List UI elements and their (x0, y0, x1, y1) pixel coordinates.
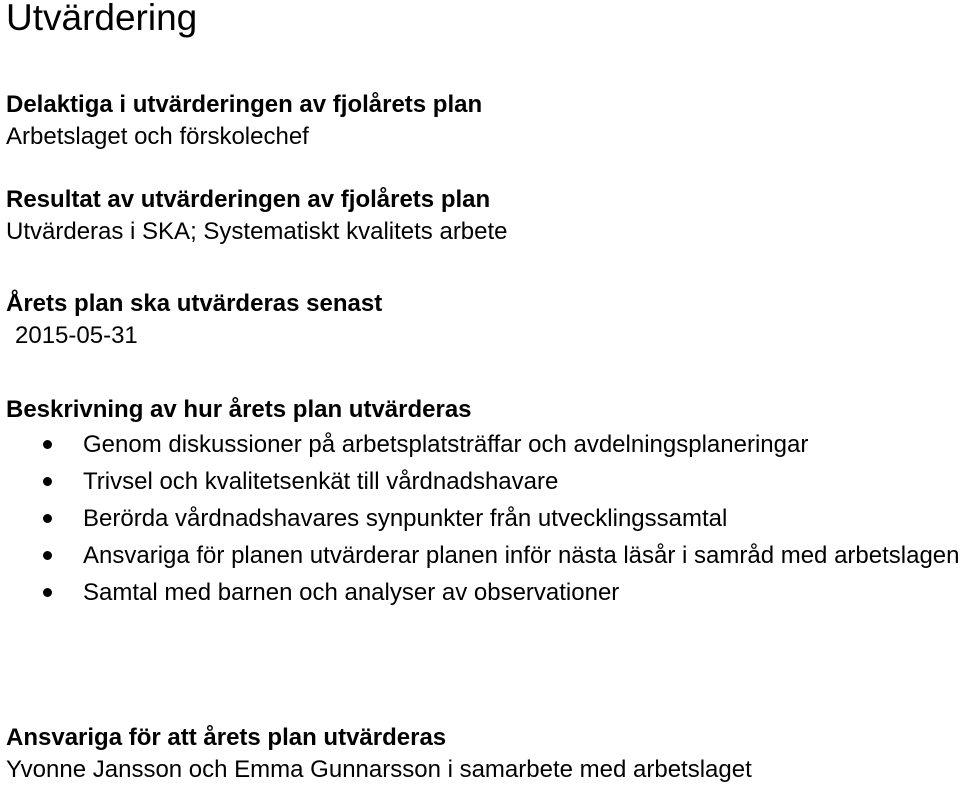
list-item-text: Ansvariga för planen utvärderar planen inför nästa läsår i samråd med arbetslagen (83, 542, 960, 569)
list-item-text: Berörda vårdnadshavares synpunkter från utvecklingssamtal (83, 505, 728, 532)
bullet-icon (43, 588, 52, 597)
section-text: Yvonne Jansson och Emma Gunnarsson i samarbete med arbetslaget (6, 756, 752, 783)
bullet-list (6, 426, 960, 611)
section-heading: Resultat av utvärderingen av fjolårets plan (6, 186, 491, 213)
bullet-icon (43, 477, 52, 486)
section-text: Arbetslaget och förskolechef (6, 123, 309, 150)
section-heading: Beskrivning av hur årets plan utvärderas (6, 396, 472, 423)
list-item-text: Trivsel och kvalitetsenkät till vårdnadshavare (83, 468, 559, 495)
list-item (6, 426, 960, 463)
section-heading: Årets plan ska utvärderas senast (6, 290, 383, 317)
list-item (6, 537, 960, 574)
bullet-icon (43, 514, 52, 523)
bullet-icon (43, 440, 52, 449)
list-item-text: Samtal med barnen och analyser av observationer (83, 579, 620, 606)
section-results (6, 184, 960, 248)
list-item (6, 574, 960, 611)
section-deadline (6, 288, 960, 352)
page-title: Utvärdering (6, 0, 198, 38)
section-participants (6, 89, 960, 153)
section-heading: Ansvariga för att årets plan utvärderas (6, 724, 447, 751)
list-item (6, 500, 960, 537)
list-item (6, 463, 960, 500)
section-heading: Delaktiga i utvärderingen av fjolårets plan (6, 91, 483, 118)
bullet-icon (43, 551, 52, 560)
section-description (6, 394, 960, 611)
section-text: Utvärderas i SKA; Systematiskt kvalitets arbete (6, 218, 508, 245)
section-responsible (6, 722, 960, 786)
deadline-date: 2015-05-31 (15, 322, 138, 349)
list-item-text: Genom diskussioner på arbetsplatsträffar och avdelningsplaneringar (83, 431, 809, 458)
